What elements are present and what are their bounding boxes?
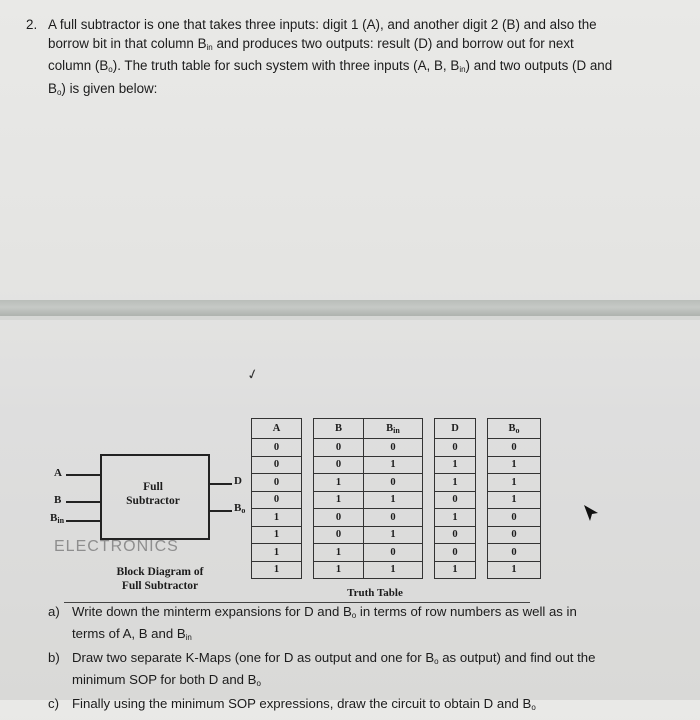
input-b-wire: [66, 501, 100, 503]
cell-d: 0: [435, 526, 476, 544]
cell-bin: 1: [364, 456, 423, 474]
header-d: D: [435, 419, 476, 439]
cell-b: 0: [314, 456, 364, 474]
cell-bo: 0: [488, 526, 541, 544]
truth-table-header: [252, 419, 541, 439]
cell-a: 0: [252, 456, 302, 474]
cell-d: 1: [435, 509, 476, 527]
cell-d: 1: [435, 456, 476, 474]
page-fold-shadow: [0, 316, 700, 320]
truth-table: [251, 418, 541, 579]
truth-table-row: [252, 509, 541, 527]
output-d-label: D: [234, 475, 242, 487]
mouse-cursor-icon: [582, 503, 600, 523]
input-a-wire: [66, 474, 100, 476]
input-bin-wire: [66, 520, 100, 522]
cell-bin: 1: [364, 491, 423, 509]
output-bo-label: $B_o$: [234, 502, 246, 515]
cell-a: 0: [252, 439, 302, 457]
part-c: c) Finally using the minimum SOP expressions, draw the circuit to obtain D and $B_o$: [48, 696, 536, 712]
cell-a: 1: [252, 561, 302, 579]
cell-bin: 0: [364, 474, 423, 492]
question-text: A full subtractor is one that takes three inputs: digit 1 (A), and another digit 2 (B) and also the borrow bit in that column $B_{in}$ and produces two outputs: result (D) and borrow out for next column $(B_o)$. The truth table for such system with three inputs (A, B, $B_{in}$) and two outputs (D and $B_o$) is given below:: [48, 17, 613, 97]
cell-bo: 0: [488, 509, 541, 527]
header-b: B: [314, 419, 364, 439]
cell-b: 1: [314, 561, 364, 579]
cell-b: 0: [314, 509, 364, 527]
output-d-wire: [208, 483, 232, 485]
cell-b: 1: [314, 474, 364, 492]
question-2: [26, 16, 656, 102]
page-fold: [0, 300, 700, 316]
cell-d: 1: [435, 474, 476, 492]
input-bin-label: $B_{in}$: [50, 512, 65, 525]
cell-bo: 1: [488, 491, 541, 509]
cell-b: 0: [314, 526, 364, 544]
cell-bin: 0: [364, 544, 423, 562]
truth-table-caption: Truth Table: [347, 587, 403, 599]
cell-d: 0: [435, 439, 476, 457]
part-a: a) Write down the minterm expansions for D and $B_o$ in terms of row numbers as well as in terms of A, B and $B_{in}$: [48, 604, 577, 642]
cell-d: 1: [435, 561, 476, 579]
header-a: A: [252, 419, 302, 439]
cell-bin: 1: [364, 561, 423, 579]
block-diagram-caption: Block Diagram of Full Subtractor: [116, 566, 204, 592]
header-bin: $B_{in}$: [364, 419, 423, 439]
cell-b: 1: [314, 491, 364, 509]
cell-bo: 1: [488, 561, 541, 579]
cell-bin: 0: [364, 509, 423, 527]
cell-b: 1: [314, 544, 364, 562]
cell-bo: 1: [488, 474, 541, 492]
cell-a: 1: [252, 509, 302, 527]
cell-a: 0: [252, 491, 302, 509]
cell-bo: 1: [488, 456, 541, 474]
cell-bo: 0: [488, 544, 541, 562]
output-bo-wire: [208, 510, 232, 512]
truth-table-row: [252, 491, 541, 509]
header-bo: $B_o$: [488, 419, 541, 439]
cell-d: 0: [435, 491, 476, 509]
cell-d: 0: [435, 544, 476, 562]
check-mark: ✓: [244, 364, 261, 384]
truth-table-row: [252, 456, 541, 474]
truth-table-row: [252, 474, 541, 492]
truth-table-row: [252, 526, 541, 544]
question-parts: [48, 603, 648, 720]
cell-bin: 1: [364, 526, 423, 544]
cell-b: 0: [314, 439, 364, 457]
full-subtractor-label: Full Subtractor: [126, 481, 180, 507]
input-b-label: B: [54, 494, 62, 506]
cell-bin: 0: [364, 439, 423, 457]
cell-a: 1: [252, 526, 302, 544]
watermark: ELECTRONICS: [54, 538, 179, 555]
block-diagram: [50, 450, 250, 600]
question-number: 2.: [26, 17, 38, 32]
truth-table-row: [252, 439, 541, 457]
cell-bo: 0: [488, 439, 541, 457]
truth-table-row: [252, 544, 541, 562]
truth-table-row: [252, 561, 541, 579]
cell-a: 0: [252, 474, 302, 492]
input-a-label: A: [54, 467, 62, 479]
cell-a: 1: [252, 544, 302, 562]
part-b: b) Draw two separate K-Maps (one for D as output and one for $B_o$ as output) and find out the minimum SOP for both D and $B_o$: [48, 650, 596, 688]
